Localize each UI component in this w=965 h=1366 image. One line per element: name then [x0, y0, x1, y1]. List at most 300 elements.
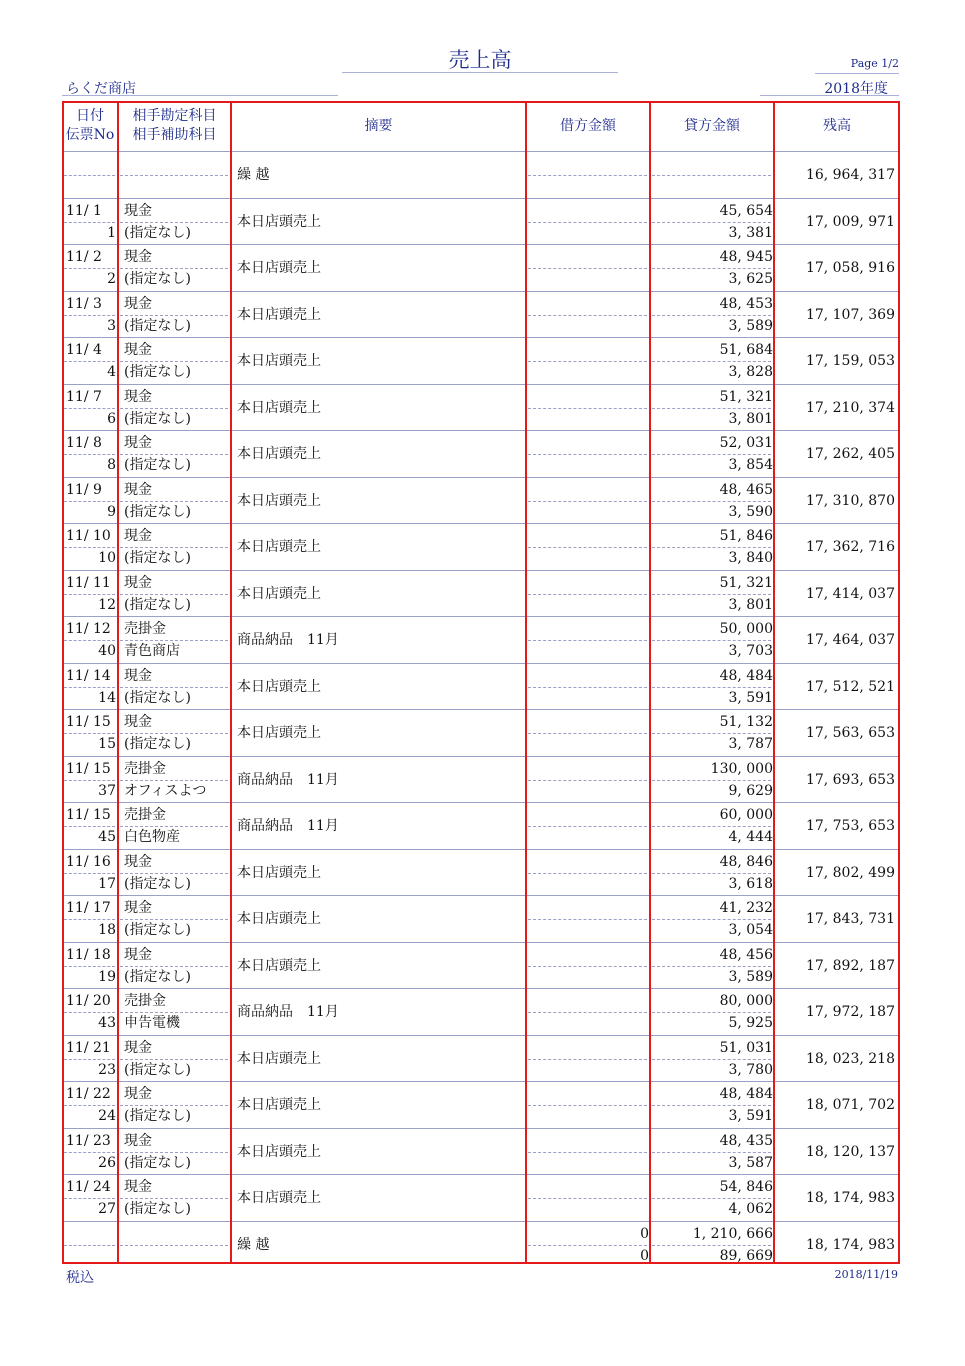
slip-number: 12: [98, 596, 116, 613]
entry-description: 本日店頭売上: [237, 957, 321, 974]
row-dashed-divider: [64, 1152, 115, 1153]
column-divider: [525, 101, 527, 1264]
counter-account: 現金: [124, 1179, 152, 1195]
row-dashed-divider: [652, 315, 771, 316]
row-dashed-divider: [120, 315, 228, 316]
credit-tax-amount: 3, 787: [728, 736, 773, 752]
entry-date: 11/ 1: [66, 202, 102, 219]
row-dashed-divider: [528, 594, 647, 595]
credit-amount: 48, 435: [719, 1132, 773, 1149]
counter-subaccount: オフィスよつ: [124, 782, 207, 799]
balance-amount: 17, 058, 916: [805, 260, 895, 276]
slip-number: 40: [98, 643, 116, 659]
carry-in-label: 繰 越: [237, 167, 270, 183]
header-date: 日付: [76, 108, 104, 124]
entry-date: 11/ 21: [66, 1039, 111, 1056]
counter-subaccount: (指定なし): [124, 224, 191, 241]
row-dashed-divider: [120, 1059, 228, 1060]
entry-date: 11/ 15: [66, 760, 111, 777]
counter-subaccount: (指定なし): [124, 1154, 191, 1171]
row-dashed-divider: [64, 501, 115, 502]
balance-amount: 17, 972, 187: [805, 1004, 895, 1020]
slip-number: 43: [98, 1015, 116, 1031]
counter-account: 現金: [124, 202, 152, 219]
balance-amount: 17, 892, 187: [805, 957, 895, 974]
entry-description: 本日店頭売上: [237, 911, 321, 927]
header-debit: 借方金額: [560, 117, 616, 134]
row-dashed-divider: [652, 1198, 771, 1199]
row-dashed-divider: [64, 966, 115, 967]
entry-date: 11/ 15: [66, 807, 111, 823]
header-account: [118, 101, 231, 151]
counter-account: 現金: [124, 528, 152, 544]
counter-subaccount: (指定なし): [124, 317, 191, 334]
counter-subaccount: (指定なし): [124, 364, 191, 380]
title-underline: [342, 72, 618, 73]
row-dashed-divider: [528, 780, 647, 781]
balance-amount: 17, 464, 037: [805, 632, 895, 648]
counter-account: 現金: [124, 946, 152, 963]
row-dashed-divider: [120, 873, 228, 874]
entry-description: 本日店頭売上: [237, 213, 321, 230]
row-dashed-divider: [64, 268, 115, 269]
column-divider: [230, 101, 232, 1264]
counter-account: 現金: [124, 714, 152, 730]
credit-tax-amount: 4, 444: [728, 829, 773, 845]
row-dashed-divider: [528, 315, 647, 316]
credit-amount: 50, 000: [719, 621, 773, 637]
row-dashed-divider: [120, 1198, 228, 1199]
row-dashed-divider: [120, 268, 228, 269]
counter-account: 現金: [124, 249, 152, 265]
counter-subaccount: (指定なし): [124, 736, 191, 752]
credit-tax-amount: 3, 618: [728, 875, 773, 892]
row-dashed-divider: [120, 454, 228, 455]
row-dashed-divider: [652, 547, 771, 548]
credit-tax-amount: 3, 589: [728, 968, 773, 985]
counter-account: 現金: [124, 853, 152, 870]
row-dashed-divider: [120, 733, 228, 734]
row-dashed-divider: [120, 640, 228, 641]
balance-amount: 17, 210, 374: [805, 399, 895, 416]
entry-description: 本日店頭売上: [237, 539, 321, 555]
counter-account: 現金: [124, 900, 152, 916]
row-dashed-divider: [652, 361, 771, 362]
counter-subaccount: (指定なし): [124, 689, 191, 706]
row-dashed-divider: [528, 222, 647, 223]
entry-description: 本日店頭売上: [237, 353, 321, 369]
credit-tax-amount: 5, 925: [728, 1015, 773, 1031]
credit-amount: 45, 654: [719, 202, 773, 219]
header-account-title: 相手勘定科目: [132, 108, 217, 124]
row-dashed-divider: [652, 826, 771, 827]
row-dashed-divider: [528, 408, 647, 409]
row-dashed-divider: [64, 826, 115, 827]
row-dashed-divider: [64, 780, 115, 781]
counter-account: 売掛金: [124, 807, 166, 823]
slip-number: 4: [107, 364, 116, 380]
slip-number: 24: [98, 1108, 116, 1124]
entry-date: 11/ 8: [66, 435, 102, 451]
row-dashed-divider: [528, 1105, 647, 1106]
page-number-underline: [815, 73, 899, 74]
page-number: Page 1/2: [850, 57, 899, 70]
counter-subaccount: (指定なし): [124, 410, 191, 427]
row-dashed-divider: [652, 175, 771, 176]
row-dashed-divider: [64, 408, 115, 409]
slip-number: 14: [98, 689, 116, 706]
credit-amount: 51, 321: [719, 388, 773, 405]
row-dashed-divider: [120, 1012, 228, 1013]
credit-amount: 48, 484: [719, 667, 773, 684]
slip-number: 17: [98, 875, 116, 892]
row-dashed-divider: [64, 1198, 115, 1199]
balance-amount: 17, 802, 499: [805, 864, 895, 881]
row-dashed-divider: [64, 687, 115, 688]
row-dashed-divider: [64, 1059, 115, 1060]
credit-tax-amount: 9, 629: [728, 782, 773, 799]
counter-subaccount: (指定なし): [124, 1108, 191, 1124]
row-dashed-divider: [652, 780, 771, 781]
credit-tax-amount: 3, 054: [728, 922, 773, 938]
balance-amount: 17, 159, 053: [805, 353, 895, 369]
header-slip: 伝票No: [65, 127, 115, 143]
counter-subaccount: (指定なし): [124, 457, 191, 473]
counter-subaccount: (指定なし): [124, 1061, 191, 1078]
row-dashed-divider: [528, 1059, 647, 1060]
row-dashed-divider: [120, 408, 228, 409]
row-dashed-divider: [64, 873, 115, 874]
row-dashed-divider: [120, 1152, 228, 1153]
entry-description: 本日店頭売上: [237, 1143, 321, 1160]
header-credit: 貸方金額: [684, 117, 740, 134]
row-dashed-divider: [528, 268, 647, 269]
counter-account: 現金: [124, 481, 152, 498]
row-dashed-divider: [652, 919, 771, 920]
credit-amount: 51, 031: [719, 1039, 773, 1056]
row-dashed-divider: [120, 966, 228, 967]
column-divider: [773, 101, 775, 1264]
slip-number: 1: [107, 224, 116, 241]
balance-amount: 17, 009, 971: [805, 213, 895, 230]
balance-amount: 17, 362, 716: [805, 539, 895, 555]
credit-amount: 48, 484: [719, 1086, 773, 1102]
credit-tax-amount: 3, 587: [728, 1154, 773, 1171]
row-dashed-divider: [120, 501, 228, 502]
balance-amount: 17, 262, 405: [805, 446, 895, 462]
header-subaccount-title: 相手補助科目: [132, 127, 217, 143]
row-dashed-divider: [652, 733, 771, 734]
row-dashed-divider: [652, 408, 771, 409]
slip-number: 9: [107, 503, 116, 520]
entry-date: 11/ 17: [66, 900, 111, 916]
balance-amount: 17, 414, 037: [805, 585, 895, 602]
row-dashed-divider: [652, 687, 771, 688]
counter-account: 現金: [124, 667, 152, 684]
row-dashed-divider: [652, 640, 771, 641]
balance-amount: 18, 071, 702: [805, 1097, 895, 1113]
entry-date: 11/ 20: [66, 993, 111, 1009]
counter-account: 現金: [124, 1086, 152, 1102]
entry-date: 11/ 7: [66, 388, 102, 405]
entry-description: 本日店頭売上: [237, 399, 321, 416]
row-dashed-divider: [652, 1012, 771, 1013]
column-divider: [649, 101, 651, 1264]
carry-in-balance: 16, 964, 317: [805, 167, 895, 183]
credit-tax-amount: 3, 589: [728, 317, 773, 334]
entry-description: 商品納品 11月: [237, 1004, 339, 1020]
credit-tax-amount: 3, 625: [728, 271, 773, 287]
fiscal-year-underline: [760, 95, 899, 96]
counter-subaccount: (指定なし): [124, 596, 191, 613]
row-dashed-divider: [120, 175, 228, 176]
counter-subaccount: (指定なし): [124, 503, 191, 520]
counter-subaccount: (指定なし): [124, 550, 191, 566]
counter-subaccount: (指定なし): [124, 1201, 191, 1217]
credit-amount: 41, 232: [719, 900, 773, 916]
row-dashed-divider: [528, 966, 647, 967]
slip-number: 2: [107, 271, 116, 287]
credit-amount: 130, 000: [710, 760, 773, 777]
credit-tax-amount: 3, 840: [728, 550, 773, 566]
counter-account: 現金: [124, 295, 152, 312]
credit-amount: 51, 321: [719, 574, 773, 591]
row-dashed-divider: [64, 1245, 115, 1246]
row-dashed-divider: [64, 1105, 115, 1106]
balance-amount: 17, 843, 731: [805, 911, 895, 927]
entry-description: 本日店頭売上: [237, 1097, 321, 1113]
row-dashed-divider: [528, 547, 647, 548]
slip-number: 19: [98, 968, 116, 985]
row-dashed-divider: [652, 454, 771, 455]
column-divider: [117, 101, 119, 1264]
entry-date: 11/ 4: [66, 342, 102, 358]
entry-date: 11/ 2: [66, 249, 102, 265]
row-dashed-divider: [528, 1198, 647, 1199]
carry-out-balance: 18, 174, 983: [805, 1236, 895, 1253]
counter-subaccount: (指定なし): [124, 968, 191, 985]
row-dashed-divider: [120, 687, 228, 688]
credit-tax-total: 89, 669: [719, 1247, 773, 1264]
debit-total: 0: [640, 1225, 649, 1242]
entry-description: 本日店頭売上: [237, 1190, 321, 1206]
row-dashed-divider: [64, 594, 115, 595]
row-dashed-divider: [64, 222, 115, 223]
row-dashed-divider: [64, 361, 115, 362]
row-dashed-divider: [120, 594, 228, 595]
entry-date: 11/ 23: [66, 1132, 111, 1149]
entry-description: 商品納品 11月: [237, 632, 339, 648]
row-dashed-divider: [652, 1245, 771, 1246]
counter-subaccount: (指定なし): [124, 875, 191, 892]
entry-description: 本日店頭売上: [237, 864, 321, 881]
entry-description: 商品納品 11月: [237, 818, 339, 834]
credit-amount: 51, 132: [719, 714, 773, 730]
page-title: 売上高: [448, 48, 512, 72]
debit-tax-total: 0: [640, 1247, 649, 1264]
row-dashed-divider: [528, 361, 647, 362]
counter-account: 現金: [124, 388, 152, 405]
entry-date: 11/ 14: [66, 667, 111, 684]
entry-description: 本日店頭売上: [237, 446, 321, 462]
entry-date: 11/ 18: [66, 946, 111, 963]
carry-out-label: 繰 越: [237, 1236, 270, 1253]
credit-tax-amount: 3, 801: [728, 596, 773, 613]
entry-date: 11/ 12: [66, 621, 111, 637]
row-dashed-divider: [64, 919, 115, 920]
counter-account: 売掛金: [124, 760, 166, 777]
slip-number: 3: [107, 317, 116, 334]
counter-account: 現金: [124, 1132, 152, 1149]
row-dashed-divider: [120, 361, 228, 362]
entry-description: 本日店頭売上: [237, 678, 321, 695]
row-dashed-divider: [120, 547, 228, 548]
entry-date: 11/ 24: [66, 1179, 111, 1195]
counter-account: 現金: [124, 1039, 152, 1056]
slip-number: 15: [98, 736, 116, 752]
slip-number: 6: [107, 410, 116, 427]
row-dashed-divider: [64, 454, 115, 455]
entry-date: 11/ 9: [66, 481, 102, 498]
balance-amount: 18, 023, 218: [805, 1050, 895, 1067]
counter-subaccount: 申告電機: [124, 1015, 180, 1031]
balance-amount: 17, 310, 870: [805, 492, 895, 509]
credit-amount: 48, 846: [719, 853, 773, 870]
credit-amount: 48, 453: [719, 295, 773, 312]
credit-amount: 52, 031: [719, 435, 773, 451]
row-dashed-divider: [120, 1105, 228, 1106]
row-dashed-divider: [652, 222, 771, 223]
entry-description: 本日店頭売上: [237, 306, 321, 323]
counter-subaccount: 白色物産: [124, 829, 180, 845]
balance-amount: 17, 693, 653: [805, 771, 895, 788]
balance-amount: 17, 563, 653: [805, 725, 895, 741]
row-dashed-divider: [652, 1059, 771, 1060]
credit-tax-amount: 3, 381: [728, 224, 773, 241]
row-dashed-divider: [120, 1245, 228, 1246]
credit-tax-amount: 3, 590: [728, 503, 773, 520]
row-dashed-divider: [120, 826, 228, 827]
counter-account: 現金: [124, 435, 152, 451]
entry-description: 本日店頭売上: [237, 725, 321, 741]
row-dashed-divider: [652, 873, 771, 874]
row-dashed-divider: [652, 1105, 771, 1106]
credit-amount: 48, 945: [719, 249, 773, 265]
row-dashed-divider: [528, 1152, 647, 1153]
entry-description: 本日店頭売上: [237, 260, 321, 276]
slip-number: 45: [98, 829, 116, 845]
entry-date: 11/ 15: [66, 714, 111, 730]
row-dashed-divider: [120, 222, 228, 223]
shop-underline: [62, 95, 338, 96]
row-dashed-divider: [528, 873, 647, 874]
row-dashed-divider: [528, 826, 647, 827]
balance-amount: 18, 174, 983: [805, 1190, 895, 1206]
entry-date: 11/ 22: [66, 1086, 111, 1102]
credit-tax-amount: 4, 062: [728, 1201, 773, 1217]
row-dashed-divider: [528, 1012, 647, 1013]
entry-date: 11/ 3: [66, 295, 102, 312]
slip-number: 23: [98, 1061, 116, 1078]
credit-amount: 51, 684: [719, 342, 773, 358]
row-dashed-divider: [652, 594, 771, 595]
row-dashed-divider: [652, 966, 771, 967]
row-dashed-divider: [120, 919, 228, 920]
credit-tax-amount: 3, 780: [728, 1061, 773, 1078]
header-date-slip: [62, 101, 118, 151]
row-dashed-divider: [64, 1012, 115, 1013]
entry-date: 11/ 10: [66, 528, 111, 544]
credit-tax-amount: 3, 854: [728, 457, 773, 473]
counter-account: 売掛金: [124, 993, 166, 1009]
credit-amount: 51, 846: [719, 528, 773, 544]
row-dashed-divider: [528, 919, 647, 920]
entry-description: 商品納品 11月: [237, 771, 339, 788]
entry-description: 本日店頭売上: [237, 492, 321, 509]
row-dashed-divider: [64, 733, 115, 734]
counter-account: 現金: [124, 342, 152, 358]
row-dashed-divider: [64, 547, 115, 548]
slip-number: 26: [98, 1154, 116, 1171]
credit-amount: 60, 000: [719, 807, 773, 823]
credit-tax-amount: 3, 828: [728, 364, 773, 380]
row-dashed-divider: [652, 1152, 771, 1153]
counter-subaccount: (指定なし): [124, 271, 191, 287]
slip-number: 27: [98, 1201, 116, 1217]
header-balance: 残高: [823, 117, 851, 134]
row-dashed-divider: [120, 780, 228, 781]
credit-total: 1, 210, 666: [692, 1225, 773, 1242]
credit-amount: 48, 465: [719, 481, 773, 498]
header-description: 摘要: [364, 117, 393, 134]
row-dashed-divider: [528, 733, 647, 734]
credit-tax-amount: 3, 591: [728, 689, 773, 706]
balance-amount: 18, 120, 137: [805, 1143, 895, 1160]
row-dashed-divider: [528, 501, 647, 502]
slip-number: 37: [98, 782, 116, 799]
fiscal-year: 2018年度: [824, 81, 888, 97]
credit-amount: 80, 000: [719, 993, 773, 1009]
row-dashed-divider: [652, 501, 771, 502]
counter-account: 現金: [124, 574, 152, 591]
row-dashed-divider: [528, 175, 647, 176]
credit-amount: 54, 846: [719, 1179, 773, 1195]
balance-amount: 17, 753, 653: [805, 818, 895, 834]
entry-description: 本日店頭売上: [237, 585, 321, 602]
credit-amount: 48, 456: [719, 946, 773, 963]
row-dashed-divider: [528, 454, 647, 455]
counter-subaccount: 青色商店: [124, 643, 180, 659]
row-dashed-divider: [652, 268, 771, 269]
counter-subaccount: (指定なし): [124, 922, 191, 938]
credit-tax-amount: 3, 801: [728, 410, 773, 427]
row-dashed-divider: [64, 175, 115, 176]
entry-date: 11/ 11: [66, 574, 111, 591]
credit-tax-amount: 3, 703: [728, 643, 773, 659]
row-dashed-divider: [528, 687, 647, 688]
shop-name: らくだ商店: [66, 81, 136, 97]
row-dashed-divider: [528, 640, 647, 641]
counter-account: 売掛金: [124, 621, 166, 637]
row-dashed-divider: [528, 1245, 647, 1246]
ledger-table: [62, 101, 900, 1264]
slip-number: 18: [98, 922, 116, 938]
print-date: 2018/11/19: [834, 1268, 898, 1281]
entry-description: 本日店頭売上: [237, 1050, 321, 1067]
slip-number: 8: [107, 457, 116, 473]
balance-amount: 17, 107, 369: [805, 306, 895, 323]
credit-tax-amount: 3, 591: [728, 1108, 773, 1124]
